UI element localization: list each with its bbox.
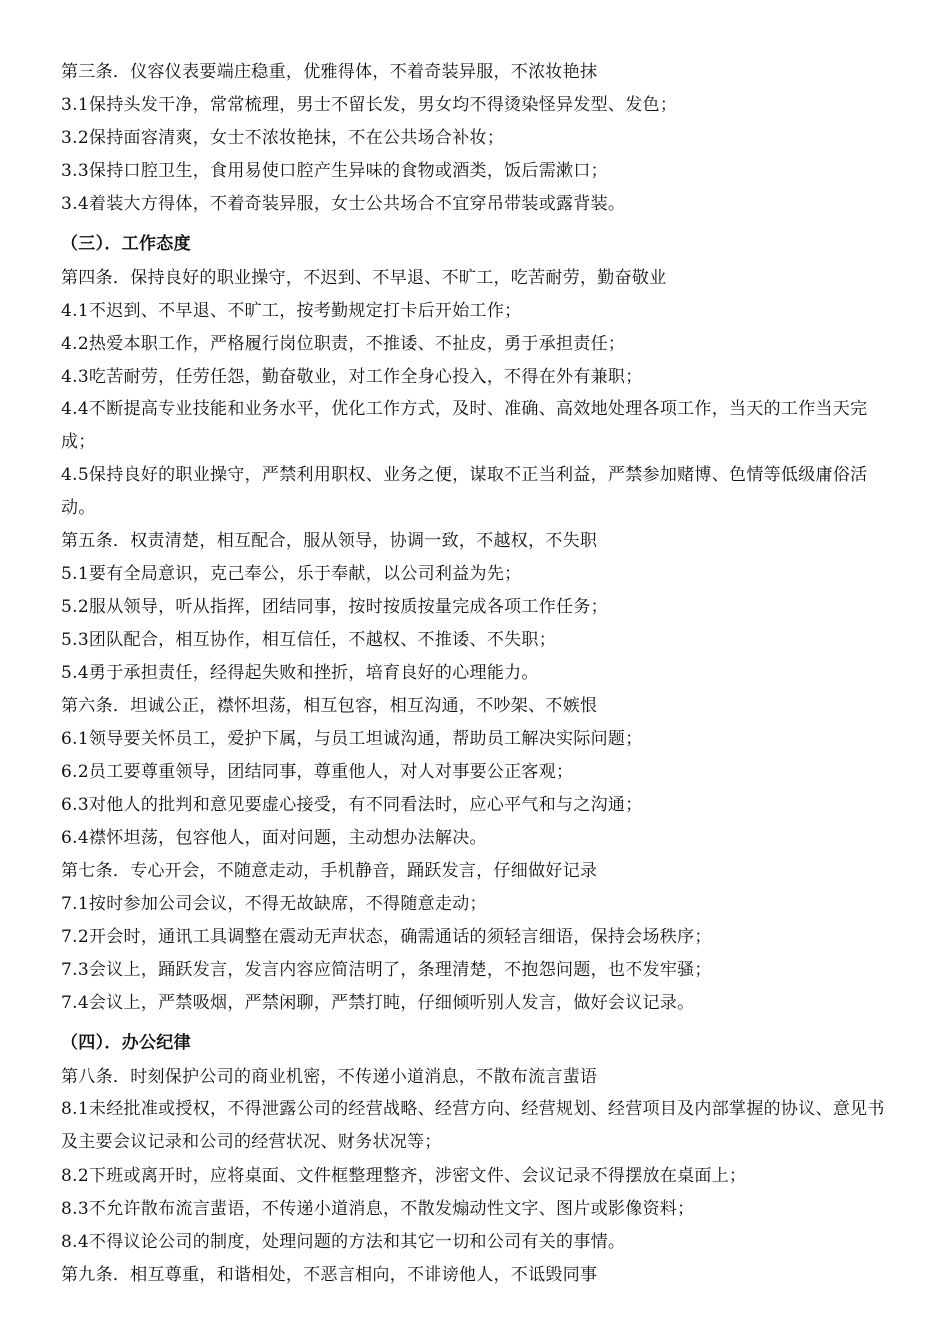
article-7-item-2: 7.2开会时，通讯工具调整在震动无声状态，确需通话的须轻言细语，保持会场秩序； — [61, 927, 712, 947]
article-8-item-3: 8.3不允许散布流言蜚语，不传递小道消息，不散发煽动性文字、图片或影像资料； — [61, 1199, 695, 1219]
article-6-item-3: 6.3对他人的批判和意见要虚心接受，有不同看法时，应心平气和与之沟通； — [61, 795, 643, 815]
article-7-item-1: 7.1按时参加公司会议，不得无故缺席，不得随意走动； — [61, 894, 487, 914]
article-3-item-4: 3.4着装大方得体，不着奇装异服，女士公共场合不宜穿吊带装或露背装。 — [61, 194, 626, 214]
article-4-item-4: 4.4不断提高专业技能和业务水平，优化工作方式，及时、准确、高效地处理各项工作，当天的工作当天完成； — [61, 399, 868, 452]
article-5-title: 第五条．权责清楚，相互配合，服从领导，协调一致，不越权，不失职 — [61, 531, 598, 551]
article-4-item-3: 4.3吃苦耐劳，任劳任怨，勤奋敬业，对工作全身心投入，不得在外有兼职； — [61, 367, 643, 387]
article-6-title: 第六条．坦诚公正，襟怀坦荡，相互包容，相互沟通，不吵架、不嫉恨 — [61, 696, 598, 716]
article-3-item-3: 3.3保持口腔卫生，食用易使口腔产生异味的食物或酒类，饭后需漱口； — [61, 161, 608, 181]
article-6-item-2: 6.2员工要尊重领导，团结同事，尊重他人，对人对事要公正客观； — [61, 762, 574, 782]
section-heading-4: （四）．办公纪律 — [61, 1033, 191, 1053]
article-8-item-2: 8.2下班或离开时，应将桌面、文件框整理整齐，涉密文件、会议记录不得摆放在桌面上； — [61, 1166, 747, 1186]
article-7-item-3: 7.3会议上，踊跃发言，发言内容应简洁明了，条理清楚，不抱怨问题，也不发牢骚； — [61, 960, 712, 980]
article-4-title: 第四条．保持良好的职业操守，不迟到、不早退、不旷工，吃苦耐劳，勤奋敬业 — [61, 268, 667, 288]
article-3-item-1: 3.1保持头发干净，常常梳理，男士不留长发，男女均不得烫染怪异发型、发色； — [61, 95, 678, 115]
article-5-item-4: 5.4勇于承担责任，经得起失败和挫折，培育良好的心理能力。 — [61, 663, 539, 683]
article-6-item-4: 6.4襟怀坦荡，包容他人，面对问题，主动想办法解决。 — [61, 828, 487, 848]
article-5-item-1: 5.1要有全局意识，克己奉公，乐于奉献，以公司利益为先； — [61, 564, 522, 584]
article-8-title: 第八条．时刻保护公司的商业机密，不传递小道消息，不散布流言蜚语 — [61, 1067, 598, 1087]
article-9-title: 第九条．相互尊重，和谐相处，不恶言相向，不诽谤他人，不诋毁同事 — [61, 1265, 598, 1285]
article-7-title: 第七条．专心开会，不随意走动，手机静音，踊跃发言，仔细做好记录 — [61, 861, 598, 881]
article-8-item-1: 8.1未经批准或授权，不得泄露公司的经营战略、经营方向、经营规划、经营项目及内部掌握的协议、意见书及主要会议记录和公司的经营状况、财务状况等； — [61, 1099, 885, 1152]
article-4-item-1: 4.1不迟到、不早退、不旷工，按考勤规定打卡后开始工作； — [61, 301, 522, 321]
article-3-item-2: 3.2保持面容清爽，女士不浓妆艳抹，不在公共场合补妆； — [61, 128, 505, 148]
article-8-item-4: 8.4不得议论公司的制度，处理问题的方法和其它一切和公司有关的事情。 — [61, 1232, 626, 1252]
section-heading-3: （三）．工作态度 — [61, 234, 191, 254]
article-4-item-2: 4.2热爱本职工作，严格履行岗位职责，不推诿、不扯皮，勇于承担责任； — [61, 334, 626, 354]
article-3-title: 第三条．仪容仪表要端庄稳重，优雅得体，不着奇装异服，不浓妆艳抹 — [61, 62, 598, 82]
article-5-item-2: 5.2服从领导，听从指挥，团结同事，按时按质按量完成各项工作任务； — [61, 597, 608, 617]
article-5-item-3: 5.3团队配合，相互协作，相互信任，不越权、不推诿、不失职； — [61, 630, 557, 650]
article-4-item-5: 4.5保持良好的职业操守，严禁利用职权、业务之便，谋取不正当利益，严禁参加赌博、色情等低级庸俗活动。 — [61, 465, 868, 518]
article-6-item-1: 6.1领导要关怀员工，爱护下属，与员工坦诚沟通，帮助员工解决实际问题； — [61, 729, 643, 749]
article-7-item-4: 7.4会议上，严禁吸烟，严禁闲聊，严禁打盹，仔细倾听别人发言，做好会议记录。 — [61, 993, 695, 1013]
